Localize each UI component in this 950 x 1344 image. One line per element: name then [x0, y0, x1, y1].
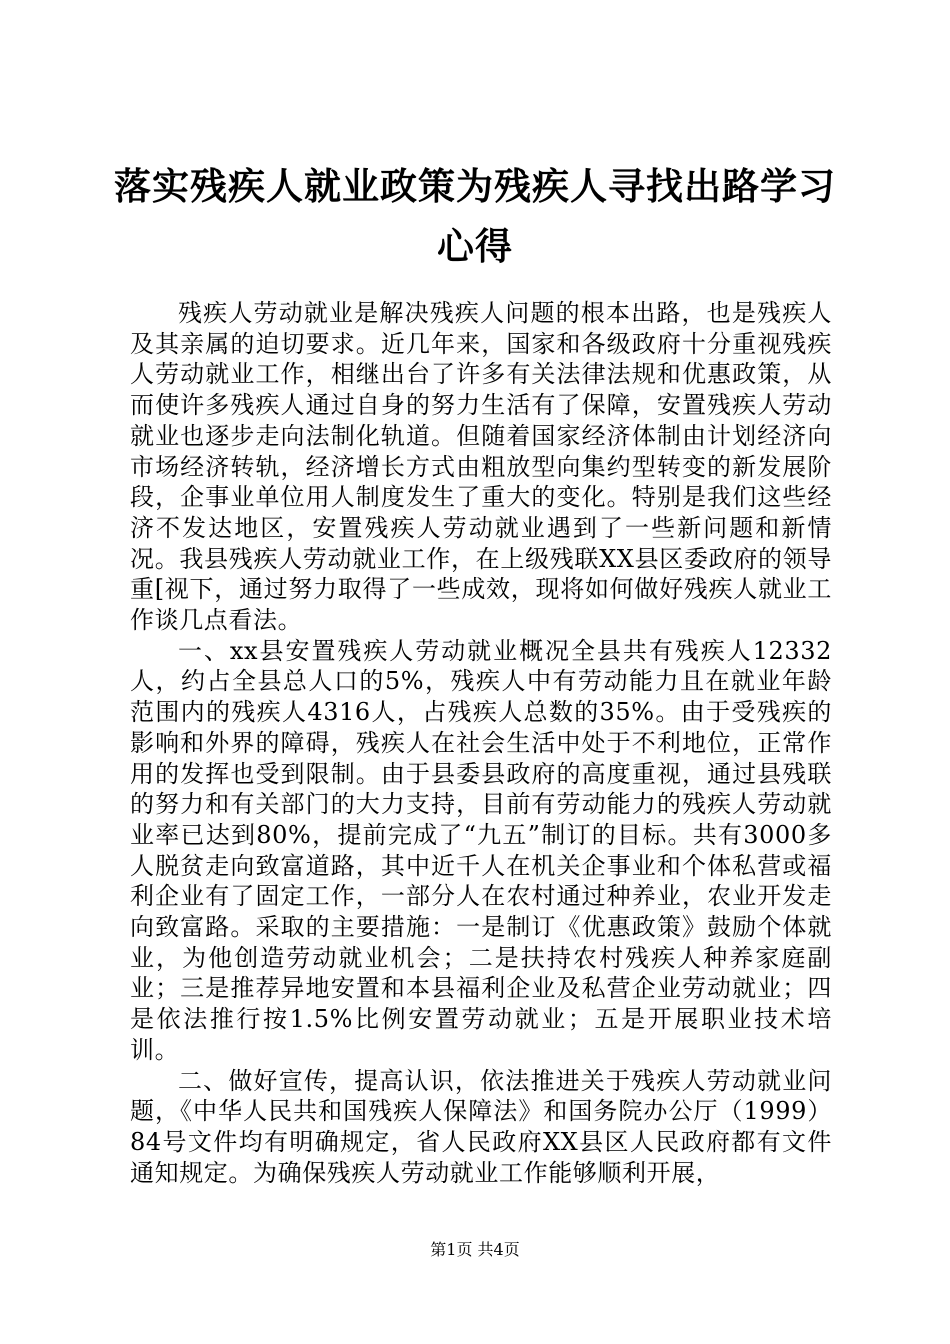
- paragraph: 残疾人劳动就业是解决残疾人问题的根本出路，也是残疾人及其亲属的迫切要求。近几年来，国家和各级政府十分重视残疾人劳动就业工作，相继出台了许多有关法律法规和优惠政策，从而使许多残疾人通过自身的努力生活有了保障，安置残疾人劳动就业也逐步走向法制化轨道。但随着国家经济体制由计划经济向市场经济转轨，经济增长方式由粗放型向集约型转变的新发展阶段，企事业单位用人制度发生了重大的变化。特别是我们这些经济不发达地区，安置残疾人劳动就业遇到了一些新问题和新情况。我县残疾人劳动就业工作，在上级残联XX县区委政府的领导重[视下，通过努力取得了一些成效，现将如何做好残疾人就业工作谈几点看法。: [130, 299, 832, 635]
- document-body: [130, 298, 832, 1188]
- paragraph: 二、做好宣传，提高认识，依法推进关于残疾人劳动就业问题，《中华人民共和国残疾人保障法》和国务院办公厅（1999）84号文件均有明确规定，省人民政府XX县区人民政府都有文件通知规定。为确保残疾人劳动就业工作能够顺利开展，: [130, 1066, 832, 1187]
- document-title: 落实残疾人就业政策为残疾人寻找出路学习心得: [114, 164, 836, 268]
- page-number-footer: 第1页 共4页: [430, 1240, 520, 1259]
- paragraph: 一、xx县安置残疾人劳动就业概况全县共有残疾人12332人，约占全县总人口的5%，残疾人中有劳动能力且在就业年龄范围内的残疾人4316人，占残疾人总数的35%。由于受残疾的影响和外界的障碍，残疾人在社会生活中处于不利地位，正常作用的发挥也受到限制。由于县委县政府的高度重视，通过县残联的努力和有关部门的大力支持，目前有劳动能力的残疾人劳动就业率已达到80%，提前完成了“九五”制订的目标。共有3000多人脱贫走向致富道路，其中近千人在机关企事业和个体私营或福利企业有了固定工作，一部分人在农村通过种养业，农业开发走向致富路。采取的主要措施：一是制订《优惠政策》鼓励个体就业，为他创造劳动就业机会；二是扶持农村残疾人种养家庭副业；三是推荐异地安置和本县福利企业及私营企业劳动就业；四是依法推行按1.5%比例安置劳动就业；五是开展职业技术培训。: [130, 636, 832, 1064]
